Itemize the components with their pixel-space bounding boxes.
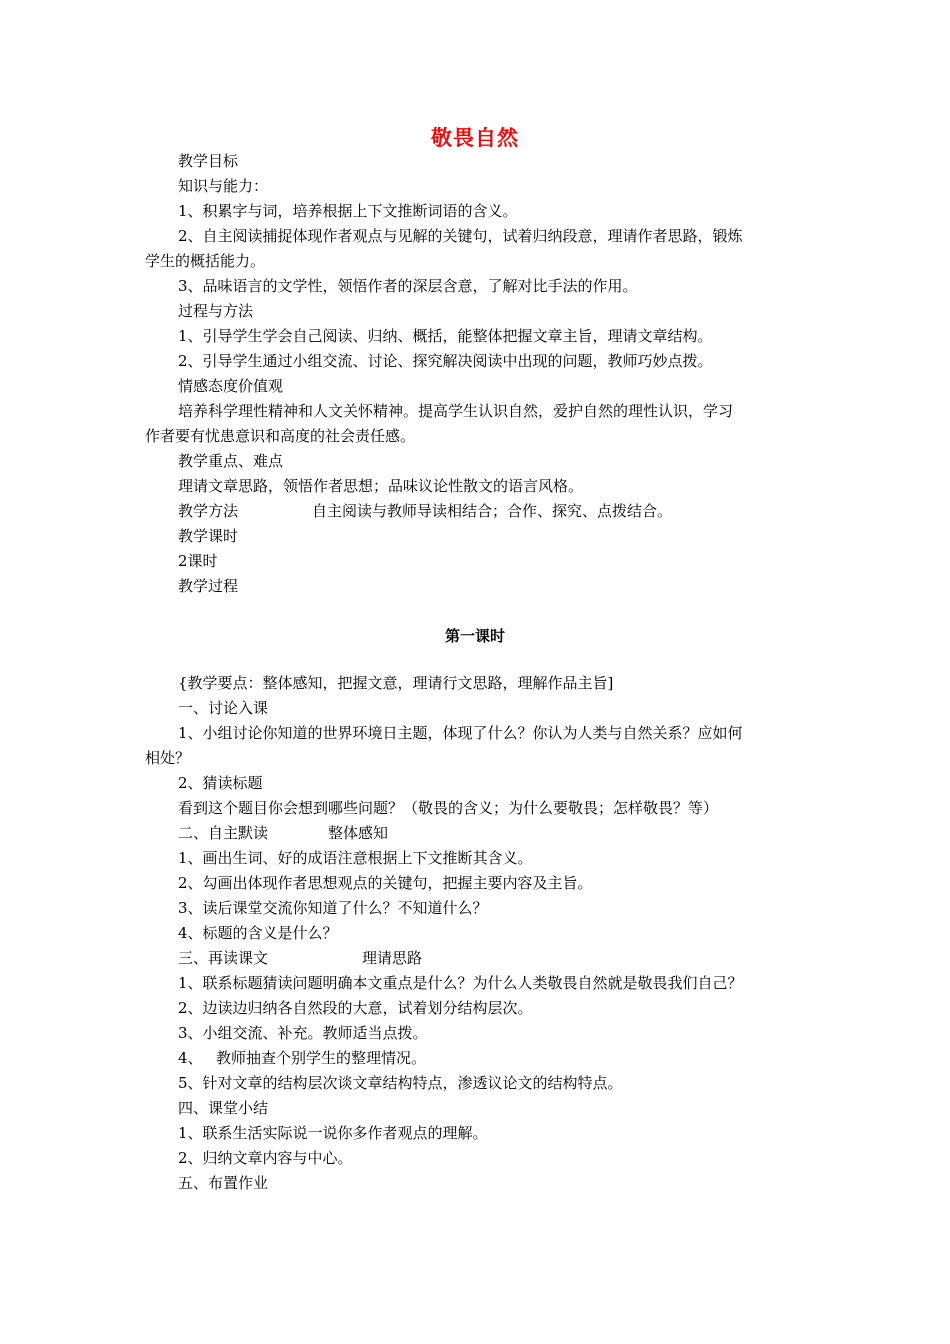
knowledge-item-2: 2、自主阅读捕捉体现作者观点与见解的关键句，试着归纳段意，理请作者思路，锻炼 (178, 227, 743, 245)
step-4-item-1: 1、联系生活实际说一说你多作者观点的理解。 (178, 1124, 488, 1142)
step-3-item-5: 5、针对文章的结构层次谈文章结构特点，渗透议论文的结构特点。 (178, 1074, 623, 1092)
teaching-goals-heading: 教学目标 (178, 152, 239, 170)
step-2-item-4: 4、标题的含义是什么？ (178, 924, 338, 942)
key-points-text: 理请文章思路，领悟作者思想；品味议论性散文的语言风格。 (178, 477, 584, 495)
process-heading: 过程与方法 (178, 302, 254, 320)
step-4-heading: 四、课堂小结 (178, 1099, 269, 1117)
step-3-item-1: 1、联系标题猜读问题明确本文重点是什么？为什么人类敬畏自然就是敬畏我们自己？ (178, 974, 743, 992)
step-5-heading: 五、布置作业 (178, 1174, 269, 1192)
emotion-text-cont: 作者要有忧患意识和高度的社会责任感。 (145, 427, 416, 445)
emotion-heading: 情感态度价值观 (178, 377, 284, 395)
method-text: 自主阅读与教师导读相结合；合作、探究、点拨结合。 (312, 502, 673, 520)
knowledge-item-1: 1、积累字与词，培养根据上下文推断词语的含义。 (178, 202, 518, 220)
hours-text: 2课时 (178, 552, 218, 570)
step-3-item-3: 3、小组交流、补充。教师适当点拨。 (178, 1024, 428, 1042)
knowledge-heading: 知识与能力： (178, 177, 269, 195)
step-2-heading (0, 821, 950, 846)
emotion-text: 培养科学理性精神和人文关怀精神。提高学生认识自然，爱护自然的理性认识，学习 (178, 402, 734, 420)
teaching-process-heading: 教学过程 (178, 577, 239, 595)
step-4-item-2: 2、归纳文章内容与中心。 (178, 1149, 353, 1167)
knowledge-item-2-cont: 学生的概括能力。 (145, 252, 266, 270)
process-item-2: 2、引导学生通过小组交流、讨论、探究解决阅读中出现的问题，教师巧妙点拨。 (178, 352, 713, 370)
step-3-heading-a: 三、再读课文 (178, 949, 269, 967)
step-2-item-2: 2、勾画出体现作者思想观点的关键句，把握主要内容及主旨。 (178, 874, 593, 892)
step-2-item-3: 3、读后课堂交流你知道了什么？不知道什么？ (178, 899, 488, 917)
document-body (0, 149, 950, 1196)
step-1-item-2: 2、猜读标题 (178, 774, 263, 792)
step-3-item-4-text: 教师抽查个别学生的整理情况。 (216, 1049, 427, 1067)
step-1-item-2-text: 看到这个题目你会想到哪些问题？（敬畏的含义；为什么要敬畏；怎样敬畏？等） (178, 799, 719, 817)
process-item-1: 1、引导学生学会自己阅读、归纳、概括，能整体把握文章主旨，理请文章结构。 (178, 327, 713, 345)
step-1-item-1-cont: 相处？ (145, 749, 191, 767)
method-label: 教学方法 (178, 502, 239, 520)
step-2-heading-b: 整体感知 (328, 824, 389, 842)
hours-heading: 教学课时 (178, 527, 239, 545)
lesson-1-heading: 第一课时 (444, 627, 505, 645)
lesson-1-points: {教学要点：整体感知，把握文意，理请行文思路，理解作品主旨] (178, 674, 614, 692)
step-1-heading: 一、讨论入课 (178, 699, 269, 717)
step-3-item-4-num: 4、 (178, 1049, 203, 1067)
method-line (0, 499, 950, 524)
document-title: 敬畏自然 (431, 126, 519, 150)
step-3-item-4 (0, 1046, 950, 1071)
key-points-heading: 教学重点、难点 (178, 452, 284, 470)
step-1-item-1: 1、小组讨论你知道的世界环境日主题，体现了什么？你认为人类与自然关系？应如何 (178, 724, 743, 742)
step-2-item-1: 1、画出生词、好的成语注意根据上下文推断其含义。 (178, 849, 533, 867)
step-2-heading-a: 二、自主默读 (178, 824, 269, 842)
step-3-heading (0, 946, 950, 971)
step-3-item-2: 2、边读边归纳各自然段的大意，试着划分结构层次。 (178, 999, 533, 1017)
step-3-heading-b: 理请思路 (362, 949, 423, 967)
knowledge-item-3: 3、品味语言的文学性，领悟作者的深层含意，了解对比手法的作用。 (178, 277, 638, 295)
